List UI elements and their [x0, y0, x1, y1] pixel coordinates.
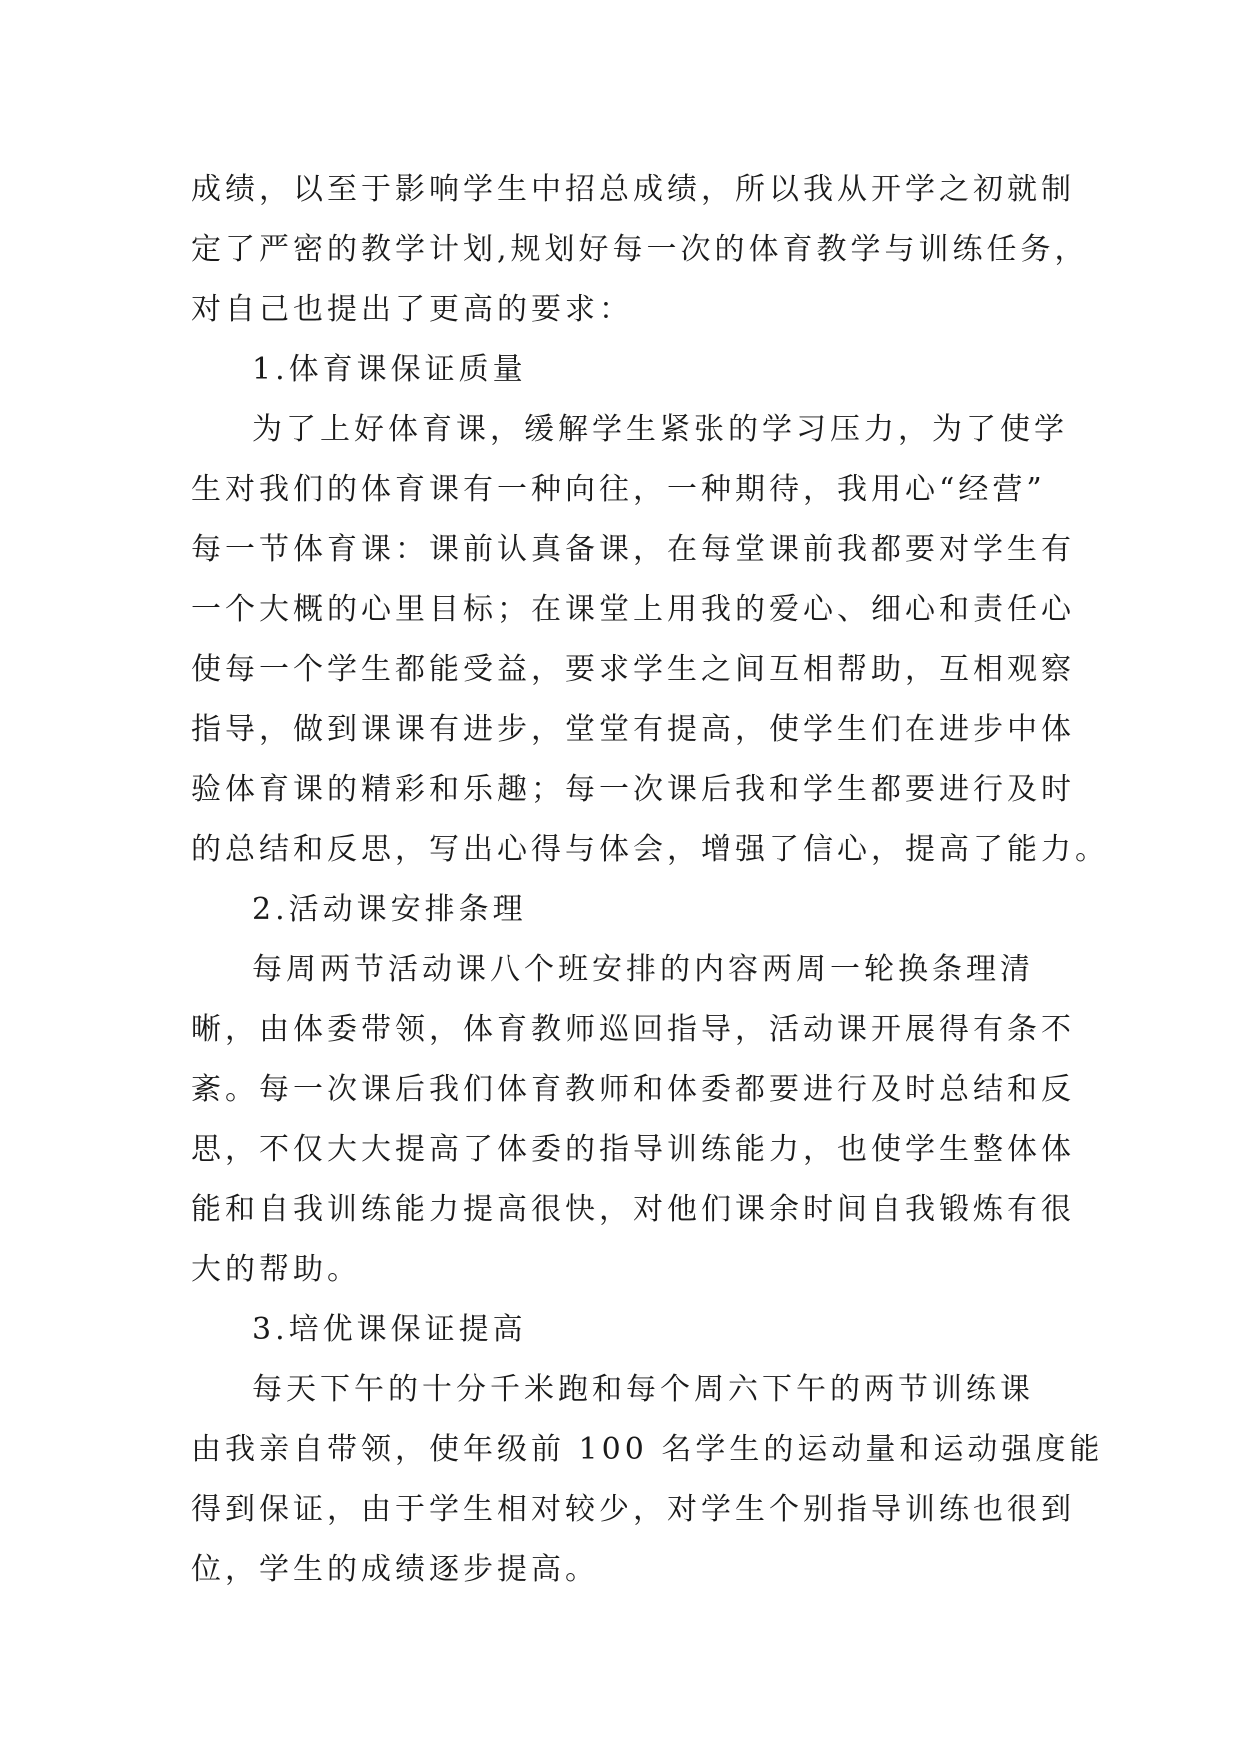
- section-heading: 3.培优课保证提高: [252, 1312, 527, 1347]
- text-line: 能和自我训练能力提高很快，对他们课余时间自我锻炼有很: [191, 1192, 1075, 1227]
- text-line: 每周两节活动课八个班安排的内容两周一轮换条理清: [252, 952, 1034, 987]
- text-line: 为了上好体育课，缓解学生紧张的学习压力，为了使学: [252, 412, 1068, 447]
- text-line: 紊。每一次课后我们体育教师和体委都要进行及时总结和反: [191, 1072, 1075, 1107]
- text-line: 使每一个学生都能受益，要求学生之间互相帮助，互相观察: [191, 652, 1075, 687]
- text-line: 一个大概的心里目标；在课堂上用我的爱心、细心和责任心: [191, 592, 1075, 627]
- text-line: 晰，由体委带领，体育教师巡回指导，活动课开展得有条不: [191, 1012, 1075, 1047]
- text-line: 得到保证，由于学生相对较少，对学生个别指导训练也很到: [191, 1492, 1075, 1527]
- text-line: 对自己也提出了更高的要求：: [191, 292, 633, 327]
- text-line: 位，学生的成绩逐步提高。: [191, 1552, 599, 1587]
- text-line: 验体育课的精彩和乐趣；每一次课后我和学生都要进行及时: [191, 772, 1075, 807]
- text-line: 生对我们的体育课有一种向往，一种期待，我用心“经营”: [191, 472, 1046, 507]
- text-line: 由我亲自带领，使年级前 100 名学生的运动量和运动强度能: [191, 1432, 1104, 1467]
- text-line: 每一节体育课：课前认真备课，在每堂课前我都要对学生有: [191, 532, 1075, 567]
- section-heading: 2.活动课安排条理: [252, 892, 527, 927]
- text-line: 每天下午的十分千米跑和每个周六下午的两节训练课: [252, 1372, 1034, 1407]
- text-line: 指导，做到课课有进步，堂堂有提高，使学生们在进步中体: [191, 712, 1075, 747]
- text-line: 大的帮助。: [191, 1252, 361, 1287]
- text-line: 成绩，以至于影响学生中招总成绩，所以我从开学之初就制: [191, 172, 1075, 207]
- text-line: 定了严密的教学计划,规划好每一次的体育教学与训练任务，: [191, 232, 1089, 267]
- text-line: 思，不仅大大提高了体委的指导训练能力，也使学生整体体: [191, 1132, 1075, 1167]
- text-line: 的总结和反思，写出心得与体会，增强了信心，提高了能力。: [191, 832, 1109, 867]
- section-heading: 1.体育课保证质量: [252, 352, 527, 387]
